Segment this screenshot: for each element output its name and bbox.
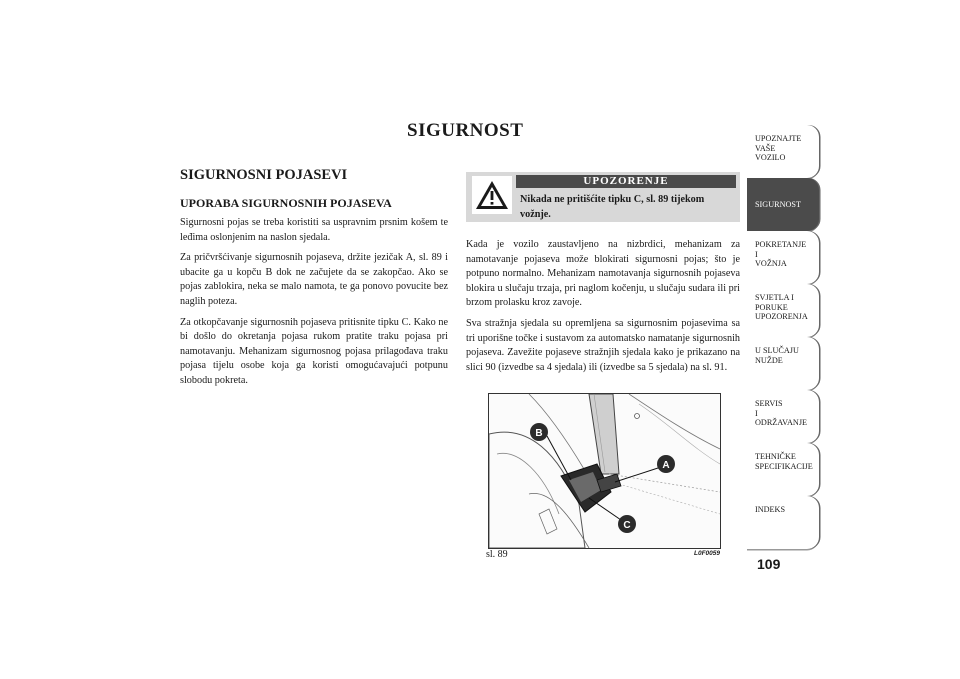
tab-svjetla-i-poruke-upozorenja[interactable]	[747, 284, 819, 337]
tab-label-line: VOZILO	[755, 153, 786, 162]
subsection-title: UPORABA SIGURNOSNIH POJASEVA	[180, 196, 392, 210]
tab-label-line: I	[755, 408, 758, 418]
label-c: C	[623, 520, 631, 531]
tab-label-line: UPOZORENJA	[755, 312, 808, 321]
paragraph: Za pričvršćivanje sigurnosnih pojaseva, držite jezičak A, sl. 89 i ubacite ga u kopču B dok ne začujete da se zakopčao. Ako se pojas zablokira, neka se malo namota, te ga ponovo povucite bez naglih poteza.	[180, 252, 448, 307]
seatbelt-illustration	[489, 394, 720, 548]
warning-box	[466, 172, 740, 222]
tab-label-line: INDEKS	[755, 505, 786, 514]
tab-label-line: VAŠE	[755, 143, 776, 153]
paragraph: Sva stražnja sjedala su opremljena sa sigurnosnim pojasevima sa tri uporišne točke i sustavom za automatsko namatanje sigurnosnih pojaseva. Zavežite pojaseve stražnjih sjedala kako je prikazano na slici 90 (izvedbe sa 4 sjedala) ili (izvedbe sa 5 sjedala) na sl. 91.	[466, 317, 740, 373]
figure-caption: sl. 89	[486, 549, 508, 560]
left-column	[180, 216, 448, 395]
figure-code: L0F0059	[694, 550, 721, 557]
tab-pokretanje-i-voznja[interactable]	[747, 231, 819, 284]
tab-label-line: SIGURNOST	[755, 200, 801, 209]
warning-triangle-icon	[472, 176, 512, 214]
warning-text: Nikada ne pritišćite tipku C, sl. 89 tijekom vožnje.	[520, 194, 705, 220]
paragraph: Sigurnosni pojas se treba koristiti sa uspravnim prsnim košem te leđima oslonjenim na naslon sjedala.	[180, 217, 448, 243]
tab-label-line: UPOZNAJTE	[755, 134, 802, 143]
page-title: SIGURNOST	[407, 120, 524, 141]
tab-label-line: SERVIS	[755, 399, 783, 408]
tab-label-line: SVJETLA I	[755, 293, 794, 302]
section-title: SIGURNOSNI POJASEVI	[180, 167, 348, 183]
tab-label-line: VOŽNJA	[755, 259, 787, 268]
tab-label-line: TEHNIČKE	[755, 452, 796, 461]
tab-label-line: PORUKE	[755, 302, 788, 312]
tab-label-line: SPECIFIKACIJE	[755, 461, 813, 471]
tab-label-line: NUŽDE	[755, 355, 783, 365]
tab-servis-i-odrzavanje[interactable]	[747, 390, 819, 443]
paragraph: Za otkopčavanje sigurnosnih pojaseva pritisnite tipku C. Kako ne bi došlo do okretanja pojasa rukom pratite traku pojasa pri namotavanju. Mehanizam sigurnosnog pojasa prilagođava traku pojasa tijelu osobe koja ga koristi omogućavajući potpunu slobodu pokreta.	[180, 316, 448, 386]
tab-upoznajte-vase-vozilo[interactable]	[747, 125, 819, 178]
paragraph: Kada je vozilo zaustavljeno na nizbrdici, mehanizam za namotavanje pojaseva može blokirati sigurnosni pojas; što je potpuno normalno. Mehanizam namotavanja sigurnosnih pojaseva blokira u slučaju trzaja, pri naglom kočenju, u slučaju sudara ili pri brzom prolasku kroz zavoje.	[466, 239, 740, 309]
warning-heading: UPOZORENJE	[516, 175, 736, 188]
tab-label-line: U SLUČAJU	[755, 346, 799, 355]
chapter-index-sidebar	[747, 125, 819, 549]
tab-label-line: I	[755, 249, 758, 259]
right-column	[466, 238, 740, 381]
label-a: A	[662, 460, 670, 471]
seatbelt-figure	[488, 393, 721, 549]
page-number: 109	[757, 556, 781, 572]
tab-u-slucaju-nuzde[interactable]	[747, 337, 819, 390]
tab-label-line: ODRŽAVANJE	[755, 418, 808, 427]
tab-label-line: POKRETANJE	[755, 240, 807, 249]
label-b: B	[535, 428, 543, 439]
tab-sigurnost[interactable]	[747, 178, 819, 231]
tab-indeks[interactable]	[747, 496, 819, 549]
tab-tehnicke-specifikacije[interactable]	[747, 443, 819, 496]
